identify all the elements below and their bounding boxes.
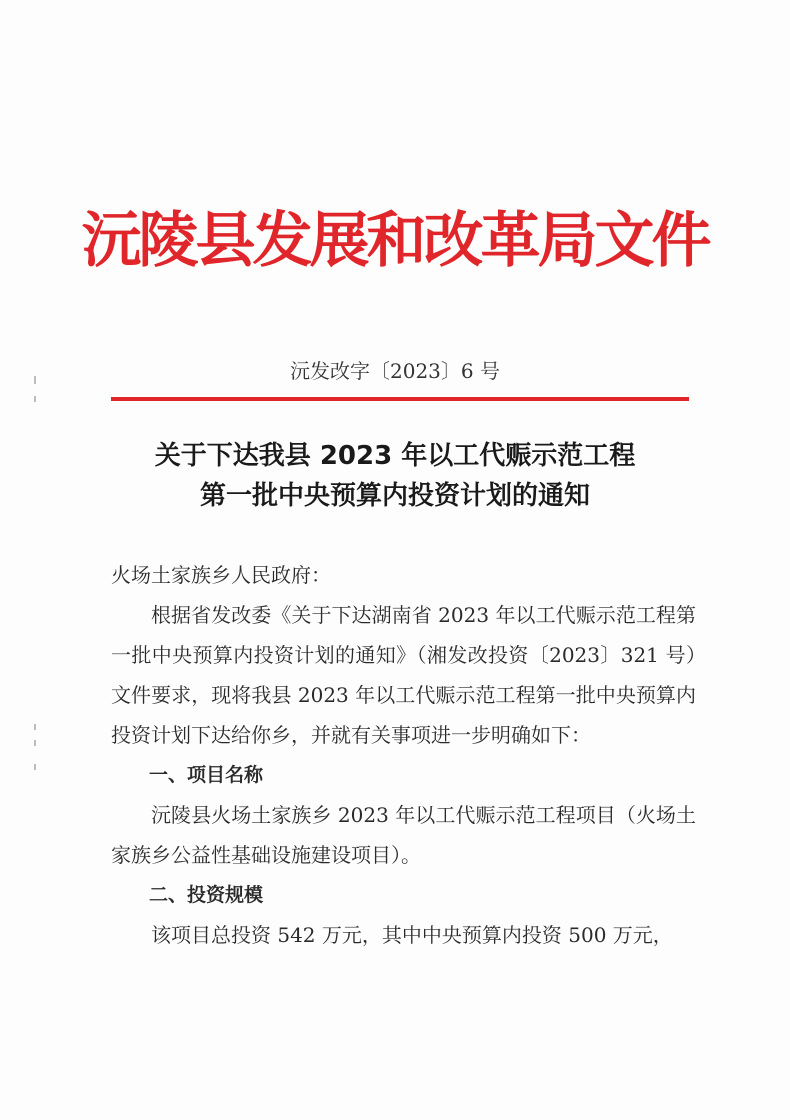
section-heading-investment-scale: 二、投资规模	[149, 884, 264, 906]
notice-title-line-2: 第一批中央预算内投资计划的通知	[199, 481, 590, 511]
notice-title-line-1: 关于下达我县 2023 年以工代赈示范工程	[154, 441, 636, 471]
red-divider-line	[111, 397, 689, 401]
scan-margin-mark	[34, 740, 36, 746]
scan-margin-mark	[34, 396, 36, 402]
scan-margin-mark	[34, 764, 36, 770]
intro-paragraph: 根据省发改委《关于下达湖南省 2023 年以工代赈示范工程第一批中央预算内投资计划的通知》（湘发改投资〔2023〕321 号）文件要求，现将我县 2023 年以工代赈示范工程第一批中央预算内投资计划下达给你乡，并就有关事项进一步明确如下：	[111, 603, 696, 747]
scan-margin-mark	[34, 724, 36, 730]
document-number: 沅发改字〔2023〕6 号	[290, 359, 500, 383]
document-body	[111, 555, 696, 955]
salutation: 火场土家族乡人民政府：	[111, 563, 331, 587]
investment-scale-paragraph: 该项目总投资 542 万元，其中中央预算内投资 500 万元，	[151, 923, 673, 947]
section-heading-project-name: 一、项目名称	[149, 764, 264, 786]
organization-title: 沅陵县发展和改革局文件	[81, 206, 709, 276]
notice-title	[0, 436, 790, 516]
project-name-paragraph: 沅陵县火场土家族乡 2023 年以工代赈示范工程项目（火场土家族乡公益性基础设施建设项目）。	[111, 803, 696, 867]
